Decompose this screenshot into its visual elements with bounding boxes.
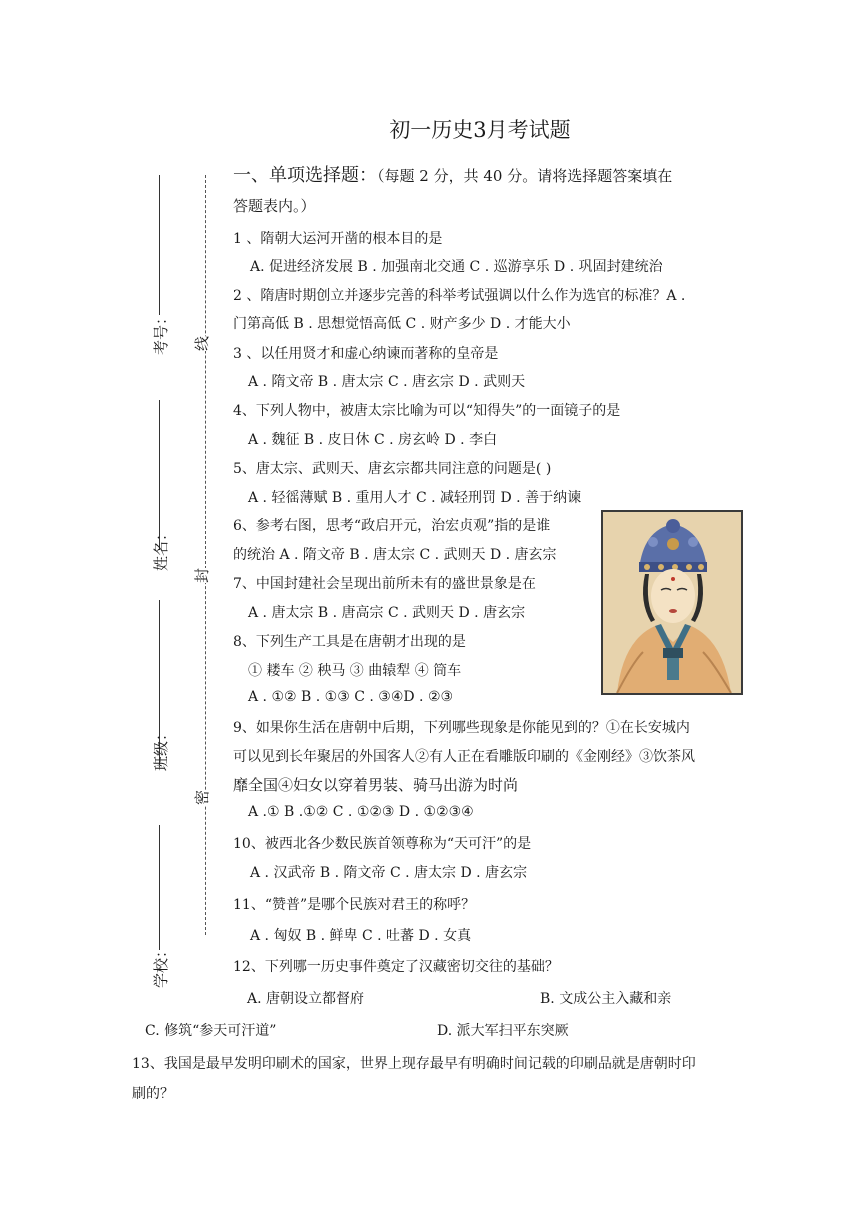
class-label: 班级： [152, 725, 171, 772]
question-13-line2: 刷的？ [132, 1086, 174, 1102]
question-8-items: ① 耧车 ② 秧马 ③ 曲辕犁 ④ 筒车 [248, 663, 462, 679]
margin-line-school [159, 825, 160, 950]
empress-portrait-icon [603, 512, 741, 693]
binding-dashed-line [205, 175, 206, 935]
question-6-options: 的统治 A . 隋文帝 B . 唐太宗 C . 武则天 D . 唐玄宗 [233, 547, 557, 563]
question-12-option-c: C. 修筑“参天可汗道” [145, 1023, 277, 1039]
section-header [233, 161, 672, 187]
question-11-options: A . 匈奴 B . 鲜卑 C . 吐蕃 D . 女真 [250, 928, 472, 944]
question-9-options: A .① B .①② C . ①②③ D . ①②③④ [248, 804, 474, 820]
question-12-option-b: B. 文成公主入藏和亲 [540, 991, 672, 1007]
question-12: 12、下列哪一历史事件奠定了汉藏密切交往的基础？ [233, 959, 559, 975]
question-5-options: A . 轻徭薄赋 B . 重用人才 C . 减轻刑罚 D . 善于纳谏 [248, 490, 582, 506]
question-10-options: A . 汉武帝 B . 隋文帝 C . 唐太宗 D . 唐玄宗 [250, 865, 528, 881]
question-9-line2: 可以见到长年聚居的外国客人②有人正在看雕版印刷的《金刚经》③饮茶风 [233, 749, 695, 765]
question-10: 10、被西北各少数民族首领尊称为“天可汗”的是 [233, 836, 532, 852]
question-2: 2 、隋唐时期创立并逐步完善的科举考试强调以什么作为选官的标准？A . [233, 288, 686, 304]
question-12-option-d: D. 派大军扫平东突厥 [437, 1023, 569, 1039]
question-9: 9、如果你生活在唐朝中后期，下列哪些现象是你能见到的？①在长安城内 [233, 720, 690, 736]
name-label: 姓名： [152, 525, 171, 572]
question-7: 7、中国封建社会呈现出前所未有的盛世景象是在 [233, 576, 536, 592]
question-6: 6、参考右图，思考“政启开元，治宏贞观”指的是谁 [233, 518, 551, 534]
question-1: 1 、隋朝大运河开凿的根本目的是 [233, 231, 443, 247]
question-1-options: A. 促进经济发展 B . 加强南北交通 C . 巡游享乐 D . 巩固封建统治 [250, 259, 663, 275]
question-12-option-a: A. 唐朝设立都督府 [247, 991, 365, 1007]
binding-mark-mi: 密 [193, 789, 212, 806]
section-heading: 一、单项选择题： [233, 165, 377, 186]
question-8-options: A . ①② B . ①③ C . ③④D . ②③ [248, 689, 454, 705]
question-4-options: A . 魏征 B . 皮日休 C . 房玄岭 D . 李白 [248, 432, 498, 448]
question-3: 3 、以任用贤才和虚心纳谏而著称的皇帝是 [233, 346, 499, 362]
question-2-options: 门第高低 B . 思想觉悟高低 C . 财产多少 D . 才能大小 [233, 316, 571, 332]
question-3-options: A . 隋文帝 B . 唐太宗 C . 唐玄宗 D . 武则天 [248, 374, 526, 390]
exam-no-label: 考号： [152, 309, 171, 356]
question-9-line3: 靡全国④妇女以穿着男装、骑马出游为时尚 [233, 776, 519, 794]
school-label: 学校： [152, 942, 171, 989]
question-8: 8、下列生产工具是在唐朝才出现的是 [233, 634, 466, 650]
section-note: （每题 2 分，共 40 分。请将选择题答案填在 [377, 167, 673, 185]
question-13: 13、我国是最早发明印刷术的国家，世界上现存最早有明确时间记载的印刷品就是唐朝时印 [132, 1056, 696, 1072]
question-4: 4、下列人物中，被唐太宗比喻为可以“知得失”的一面镜子的是 [233, 403, 621, 419]
margin-line-exam-no [159, 175, 160, 315]
question-11: 11、“赞普”是哪个民族对君王的称呼？ [233, 897, 476, 913]
binding-mark-xian: 线 [193, 335, 212, 352]
binding-mark-feng: 封 [193, 567, 212, 584]
question-5: 5、唐太宗、武则天、唐玄宗都共同注意的问题是( ) [233, 461, 552, 477]
question-7-options: A . 唐太宗 B . 唐高宗 C . 武则天 D . 唐玄宗 [248, 605, 526, 621]
empress-portrait-image [601, 510, 743, 695]
page-title: 初一历史3月考试题 [389, 118, 571, 142]
section-note-line2: 答题表内。） [233, 197, 316, 215]
